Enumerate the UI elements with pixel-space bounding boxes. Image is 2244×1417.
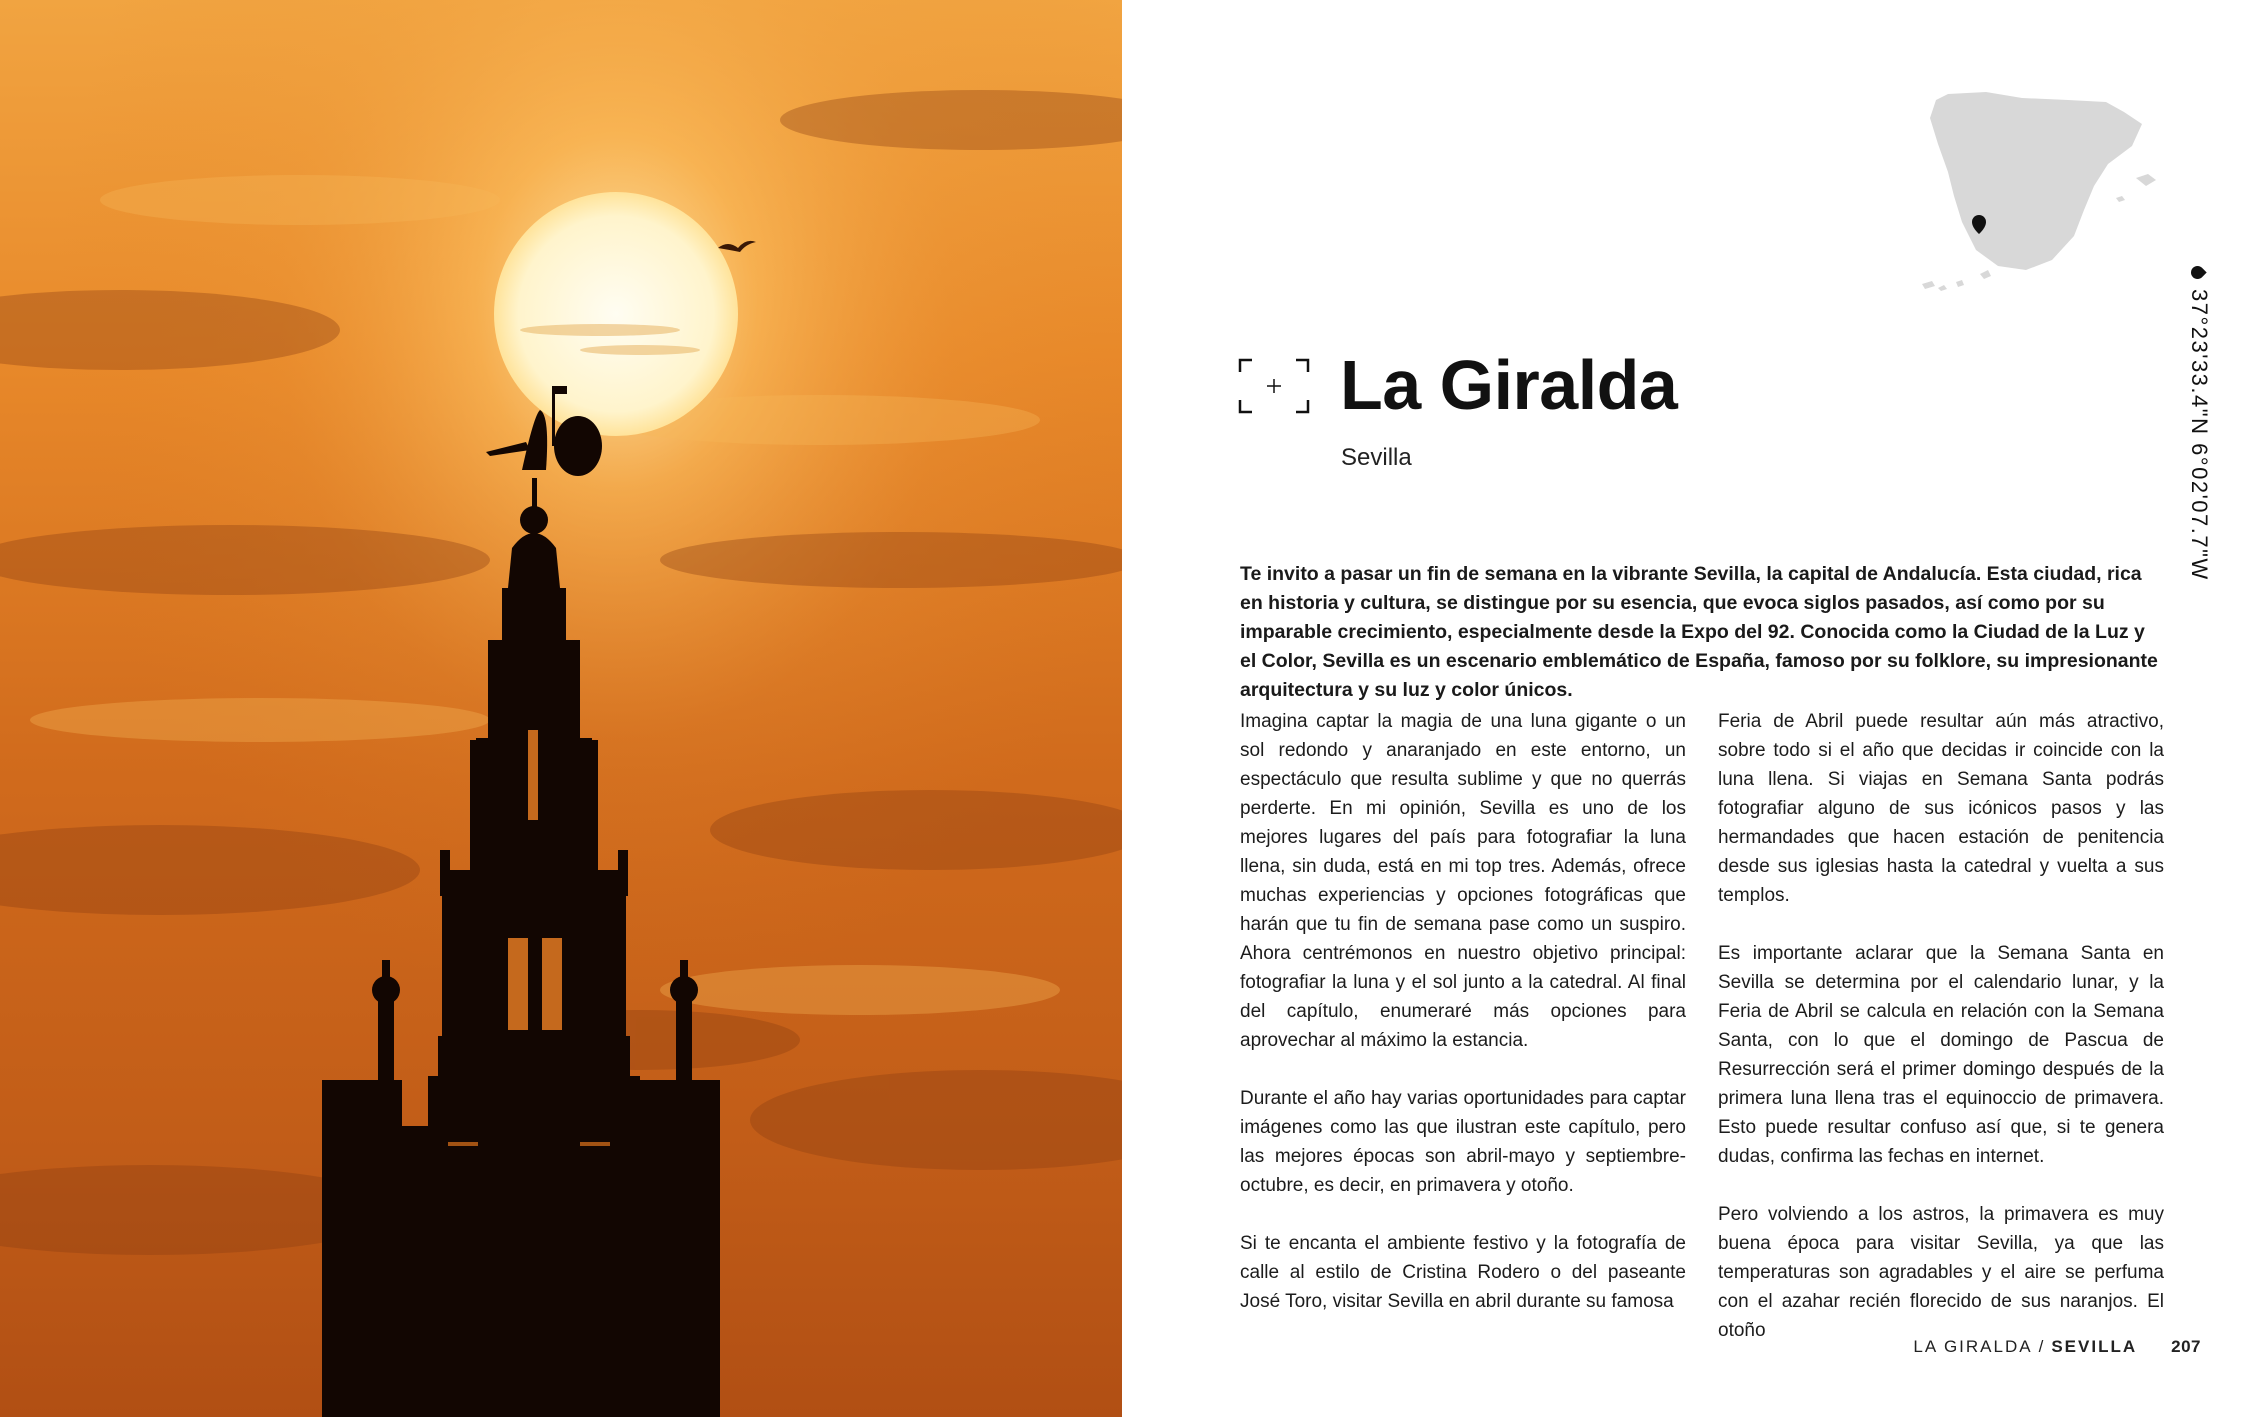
coordinates-text: 37°23'33.4"N 6°02'07.7"W (2187, 289, 2212, 581)
page-number: 207 (2171, 1337, 2201, 1356)
location-pin-icon (2188, 263, 2206, 281)
body-paragraph: Feria de Abril puede resultar aún más atractivo, sobre todo si el año que decidas ir coincide con la luna llena. Si viajas en Semana Santa podrás fotografiar alguno de sus icónicos pasos y las hermandades que hacen estación de penitencia desde sus iglesias hasta la catedral y vuelta a sus templos. (1718, 711, 2164, 906)
footer-separator: / (2038, 1337, 2046, 1356)
body-paragraph: Pero volviendo a los astros, la primavera es muy buena época para visitar Sevilla, ya que las temperaturas son agradables y el aire se perfuma con el azahar recién florecido de sus naranjos. El otoño (1718, 1204, 2164, 1341)
body-paragraph: Imagina captar la magia de una luna gigante o un sol redondo y anaranjado en este entorno, un espectáculo que resulta sublime y que no querrás perderte. En mi opinión, Sevilla es uno de los mejores lugares del país para fotografiar la luna llena, sin duda, está en mi top tres. Además, ofrece muchas experiencias y opciones fotográficas que harán que tu fin de semana pase como un suspiro. Ahora centrémonos en nuestro objetivo principal: fotografiar la luna y el sol junto a la catedral. Al final del capítulo, enumeraré más opciones para aprovechar al máximo la estancia. (1240, 711, 1686, 1051)
lead-paragraph: Te invito a pasar un fin de semana en la vibrante Sevilla, la capital de Andalucía. Esta ciudad, rica en historia y cultura, se distingue por su esencia, que evoca siglos pasados, así como por su imparable crecimiento, especialmente desde la Expo del 92. Conocida como la Ciudad de la Luz y el Color, Sevilla es un escenario emblemático de España, famoso por su folklore, su impresionante arquitectura y su luz y color únicos. (1240, 563, 2158, 701)
text-column-right (1718, 707, 2164, 1374)
footer-section: LA GIRALDA (1913, 1337, 2033, 1356)
body-paragraph: Es importante aclarar que la Semana Santa en Sevilla se determina por el calendario lunar, y la Feria de Abril se calcula en relación con la Semana Santa, con lo que el domingo de Pascua de Resurrección será el primer domingo después de la primera luna llena tras el equinoccio de primavera. Esto puede resultar confuso así que, si te genera dudas, confirma las fechas en internet. (1718, 943, 2164, 1167)
page-subtitle: Sevilla (1341, 444, 1412, 471)
body-paragraph: Si te encanta el ambiente festivo y la fotografía de calle al estilo de Cristina Rodero o del paseante José Toro, visitar Sevilla en abril durante su famosa (1240, 1233, 1686, 1312)
spain-map-icon (1918, 88, 2158, 308)
page-title: La Giralda (1340, 346, 1678, 424)
coordinates (2186, 266, 2212, 581)
body-paragraph: Durante el año hay varias oportunidades para captar imágenes como las que ilustran este capítulo, pero las mejores épocas son abril-mayo y septiembre-octubre, es decir, en primavera y otoño. (1240, 1088, 1686, 1196)
footer-city: SEVILLA (2051, 1337, 2138, 1356)
article-page (1122, 0, 2244, 1417)
focus-frame-icon (1238, 358, 1310, 414)
page-footer (1913, 1337, 2201, 1357)
text-column-left (1240, 707, 1686, 1345)
